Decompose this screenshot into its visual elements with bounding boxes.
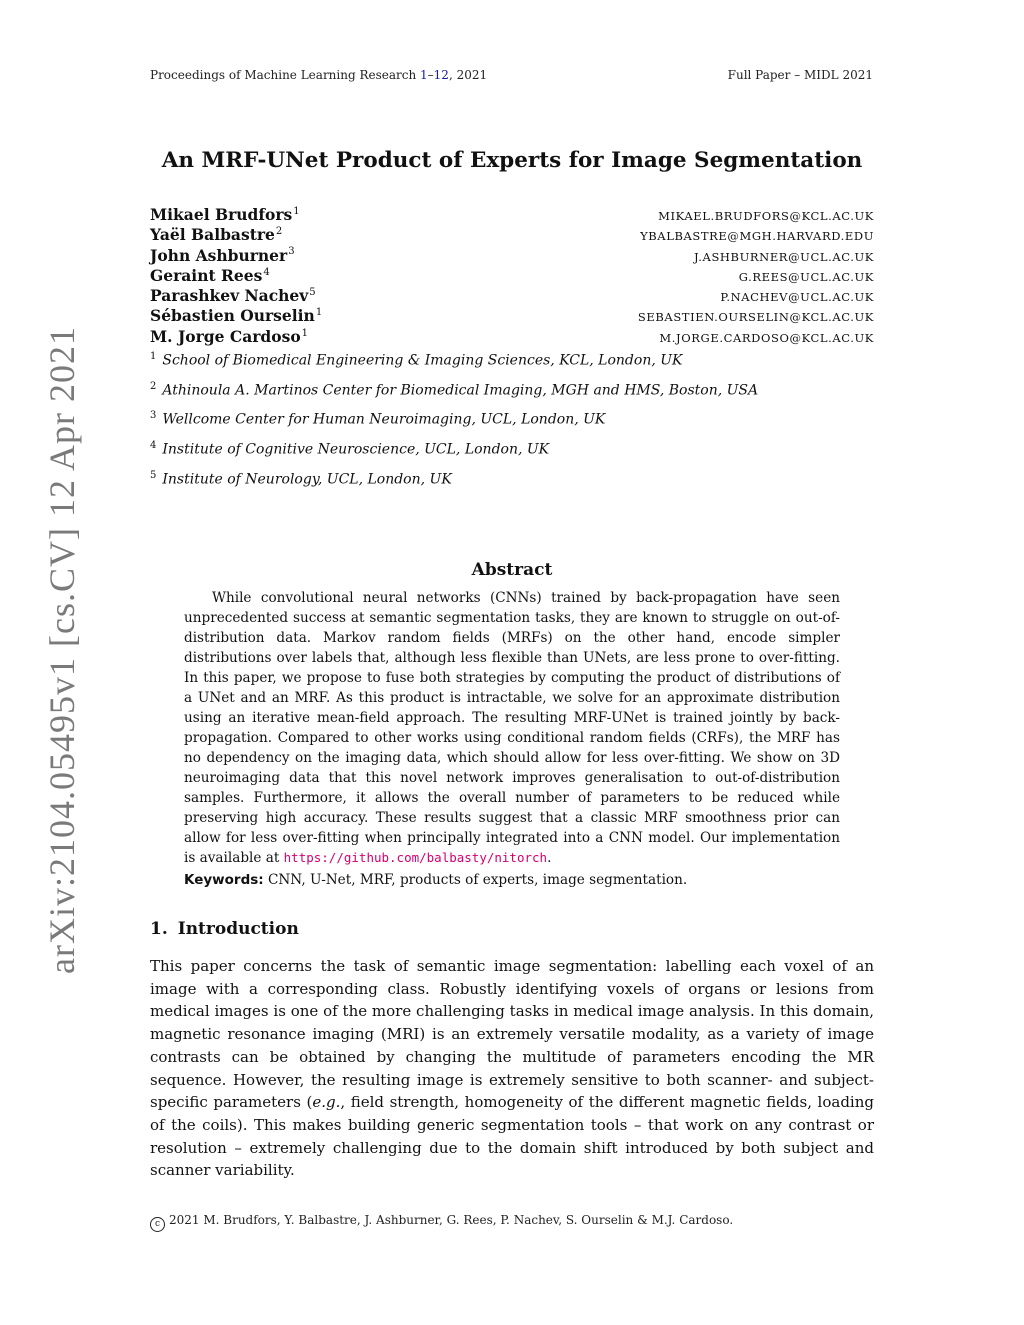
author-row	[150, 246, 874, 266]
proceedings-year: , 2021	[448, 68, 488, 82]
author-row	[150, 266, 874, 286]
author-name: Parashkev Nachev$^5$	[150, 286, 316, 306]
author-name: Geraint Rees$^4$	[150, 265, 270, 285]
copyright-footer	[150, 1213, 733, 1232]
copyright-icon: c	[150, 1217, 165, 1232]
keywords-label: Keywords:	[184, 872, 264, 888]
author-email[interactable]: M.JORGE.CARDOSO@KCL.AC.UK	[659, 330, 874, 345]
affiliation-list	[150, 347, 874, 495]
author-email[interactable]: YBALBASTRE@MGH.HARVARD.EDU	[640, 229, 874, 244]
running-header-right: Full Paper – MIDL 2021	[727, 68, 873, 82]
author-email[interactable]: SEBASTIEN.OURSELIN@KCL.AC.UK	[637, 310, 874, 325]
author-email[interactable]: P.NACHEV@UCL.AC.UK	[720, 290, 874, 305]
author-list	[150, 205, 874, 347]
author-name: Yaël Balbastre$^2$	[150, 225, 283, 245]
section-heading-introduction: 1. Introduction	[150, 919, 299, 939]
author-row	[150, 286, 874, 306]
proceedings-name: Proceedings of Machine Learning Research	[150, 68, 417, 82]
abstract-heading: Abstract	[471, 560, 553, 580]
keywords	[184, 870, 840, 890]
abstract-paragraph: While convolutional neural networks (CNNs) trained by back-propagation have seen unprecedented success at semantic segmentation tasks, they are known to struggle on out-of-distribution data. Markov random fields (MRFs) on the other hand, encode simpler distributions over labels that, although less flexible than UNets, are less prone to over-fitting. In this paper, we propose to fuse both strategies by computing the product of distributions of a UNet and an MRF. As this product is intractable, we solve for an approximate distribution using an iterative mean-field approach. The resulting MRF-UNet is trained jointly by back-propagation. Compared to other works using conditional random fields (CRFs), the MRF has no dependency on the imaging data, which should allow for less over-fitting. We show on 3D neuroimaging data that this novel network improves generalisation to out-of-distribution samples. Furthermore, it allows the overall number of parameters to be reduced while preserving high accuracy. These results suggest that a classic MRF smoothness prior can allow for less over-fitting when principally integrated into a CNN model. Our implementation is available at https://github.com/balbasty/nitorch.	[184, 590, 840, 866]
page-start-link[interactable]: 1	[420, 68, 428, 82]
affiliation: $^3$ Wellcome Center for Human Neuroimaging, UCL, London, UK	[150, 410, 606, 429]
affiliation: $^5$ Institute of Neurology, UCL, London, UK	[150, 469, 452, 488]
author-row	[150, 327, 874, 347]
author-row	[150, 306, 874, 326]
author-email[interactable]: MIKAEL.BRUDFORS@KCL.AC.UK	[658, 209, 874, 223]
affiliation: $^1$ School of Biomedical Engineering & Imaging Sciences, KCL, London, UK	[150, 351, 683, 369]
arxiv-stamp: arXiv:2104.05495v1 [cs.CV] 12 Apr 2021	[42, 326, 82, 974]
page-range-dash: –	[427, 68, 434, 82]
code-repository-link[interactable]: https://github.com/balbasty/nitorch	[283, 850, 548, 865]
author-email[interactable]: G.REES@UCL.AC.UK	[738, 269, 874, 284]
introduction-paragraph: This paper concerns the task of semantic image segmentation: labelling each voxel of an image with a corresponding class. Robustly identifying voxels of organs or lesions from medical images is one of the more challenging tasks in medical image analysis. In this domain, magnetic resonance imaging (MRI) is an extremely versatile modality, as a variety of image contrasts can be obtained by changing the multitude of parameters encoding the MR sequence. However, the resulting image is extremely sensitive to both scanner- and subject-specific parameters (e.g., field strength, homogeneity of the different magnetic fields, loading of the coils). This makes building generic segmentation tools – that work on any contrast or resolution – extremely challenging due to the domain shift introduced by both subject and scanner variability.	[150, 957, 874, 1180]
author-row	[150, 205, 874, 225]
author-name: M. Jorge Cardoso$^1$	[150, 326, 309, 346]
paper-title: An MRF-UNet Product of Experts for Image Segmentation	[161, 148, 863, 173]
copyright-text: 2021 M. Brudfors, Y. Balbastre, J. Ashburner, G. Rees, P. Nachev, S. Ourselin & M.J. Cardoso.	[169, 1213, 734, 1227]
affiliation: $^2$ Athinoula A. Martinos Center for Biomedical Imaging, MGH and HMS, Boston, USA	[150, 380, 759, 399]
keywords-list: CNN, U-Net, MRF, products of experts, image segmentation.	[268, 872, 688, 888]
page-end-link[interactable]: 12	[433, 68, 449, 82]
author-name: Sébastien Ourselin$^1$	[150, 306, 323, 326]
author-email[interactable]: J.ASHBURNER@UCL.AC.UK	[693, 249, 874, 264]
author-name: John Ashburner$^3$	[150, 245, 295, 265]
running-header-left	[150, 68, 487, 82]
affiliation: $^4$ Institute of Cognitive Neuroscience, UCL, London, UK	[150, 440, 550, 458]
author-row	[150, 225, 874, 245]
abstract-body	[184, 588, 840, 890]
author-name: Mikael Brudfors$^1$	[150, 205, 300, 224]
introduction-body	[150, 955, 874, 1182]
